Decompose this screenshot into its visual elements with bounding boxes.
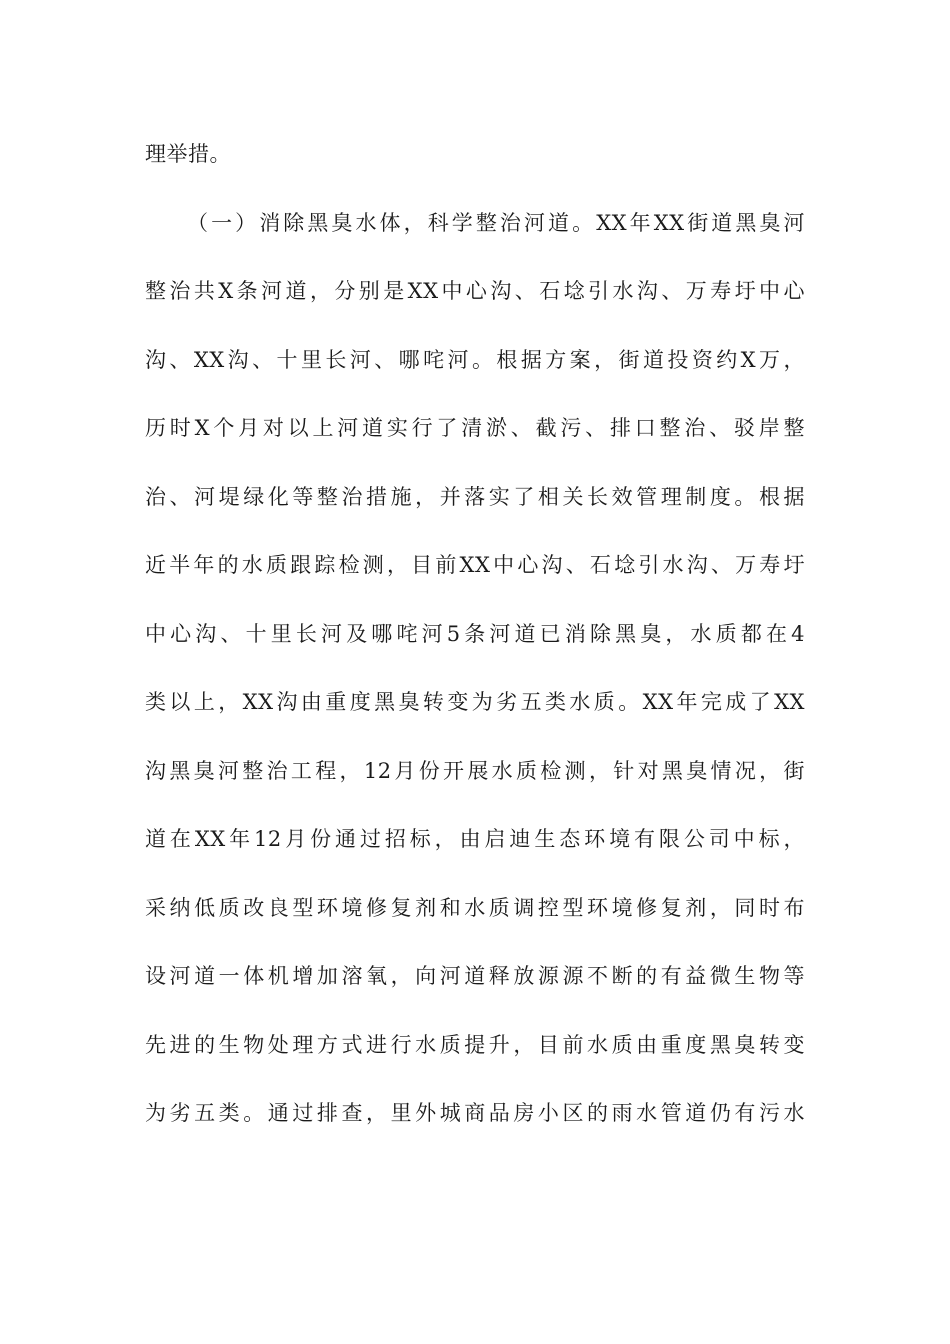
text-line-3: 整治共X条河道，分别是XX中心沟、石埝引水沟、万寿圩中心 (145, 279, 805, 303)
text-line-6: 治、河堤绿化等整治措施，并落实了相关长效管理制度。根据 (145, 485, 805, 509)
text-line-14: 先进的生物处理方式进行水质提升，目前水质由重度黑臭转变 (145, 1033, 805, 1057)
text-line-8: 中心沟、十里长河及哪咤河5条河道已消除黑臭，水质都在4 (145, 622, 805, 646)
text-line-10: 沟黑臭河整治工程，12月份开展水质检测，针对黑臭情况，街 (145, 759, 805, 783)
text-line-13: 设河道一体机增加溶氧，向河道释放源源不断的有益微生物等 (145, 964, 805, 988)
text-line-1: 理举措。 (145, 142, 231, 166)
text-line-7: 近半年的水质跟踪检测，目前XX中心沟、石埝引水沟、万寿圩 (145, 553, 805, 577)
text-line-4: 沟、XX沟、十里长河、哪咤河。根据方案，街道投资约X万， (145, 348, 805, 372)
text-line-11: 道在XX年12月份通过招标，由启迪生态环境有限公司中标， (145, 827, 805, 851)
text-line-5: 历时X个月对以上河道实行了清淤、截污、排口整治、驳岸整 (145, 416, 805, 440)
text-line-9: 类以上，XX沟由重度黑臭转变为劣五类水质。XX年完成了XX (145, 690, 805, 714)
text-line-15: 为劣五类。通过排查，里外城商品房小区的雨水管道仍有污水 (145, 1101, 805, 1125)
section-heading-line: （一）消除黑臭水体，科学整治河道。XX年XX街道黑臭河 (187, 211, 805, 235)
text-line-12: 采纳低质改良型环境修复剂和水质调控型环境修复剂，同时布 (145, 896, 805, 920)
